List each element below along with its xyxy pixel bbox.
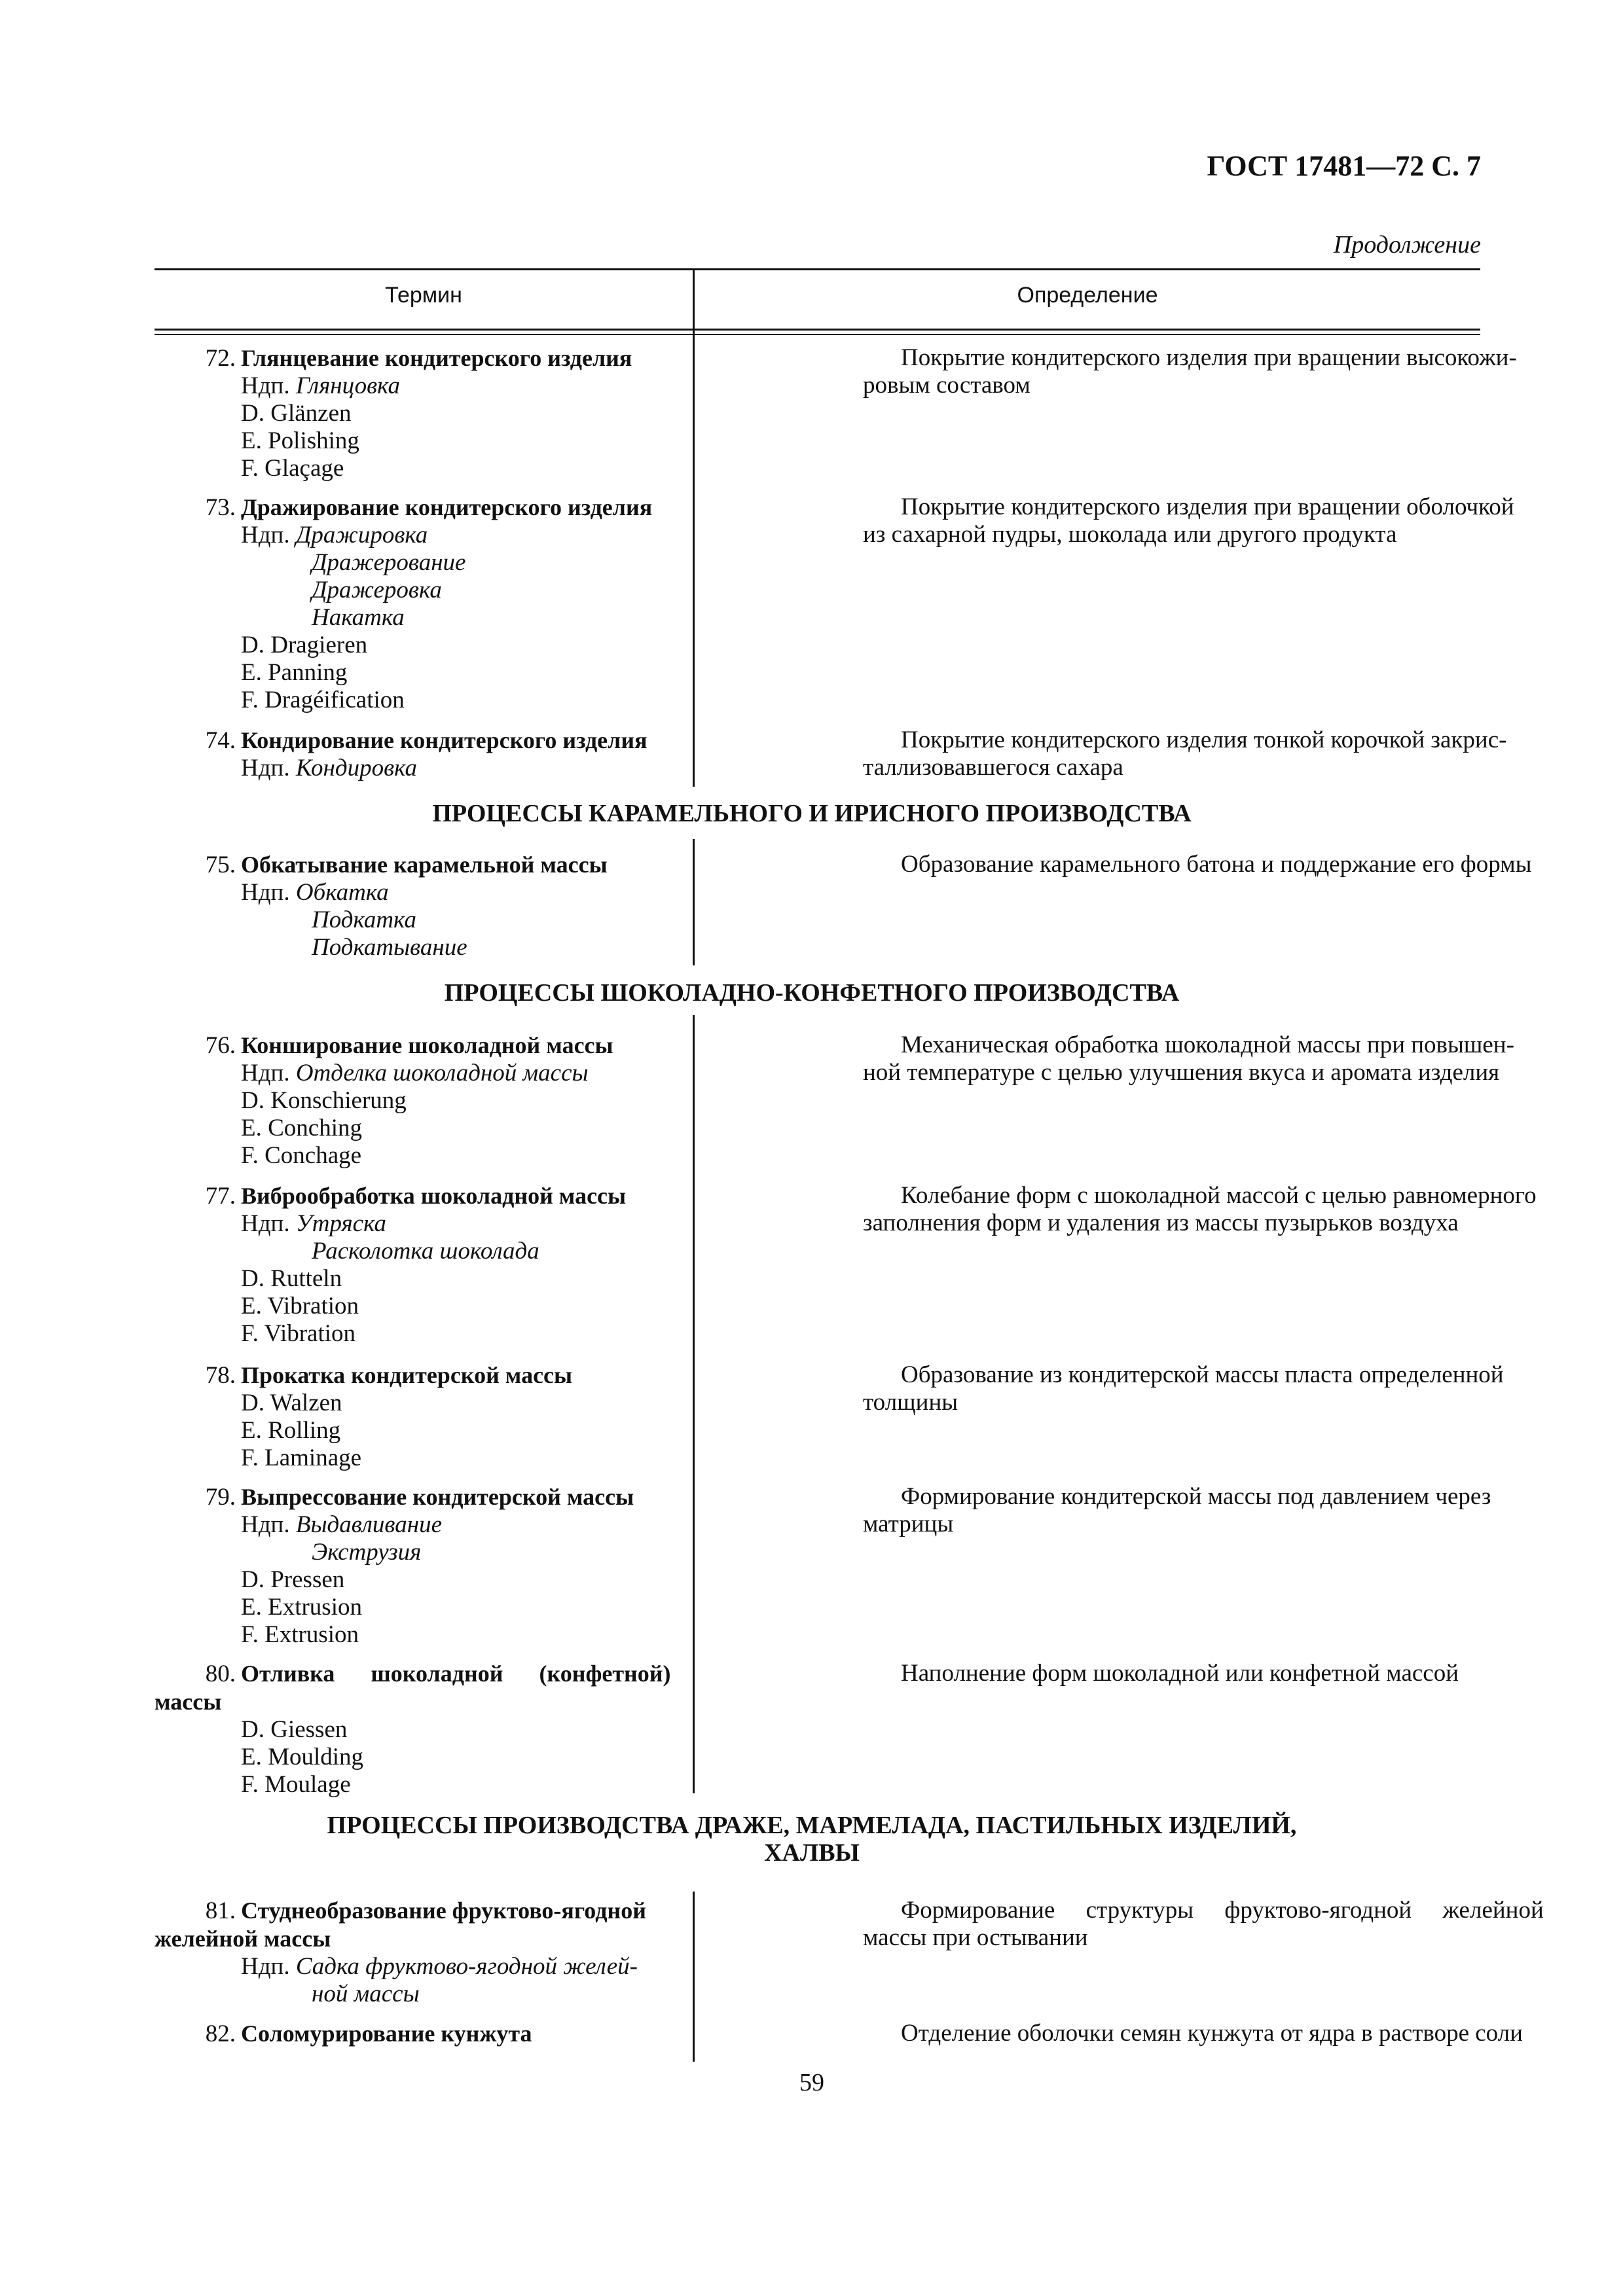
definition-text: массы при остывании: [863, 1924, 1088, 1951]
ndp-term: Отделка шоколадной массы: [295, 1060, 589, 1086]
section-heading: ПРОЦЕССЫ ШОКОЛАДНО-КОНФЕТНОГО ПРОИЗВОДСТВА: [444, 979, 1180, 1007]
foreign-equivalent: D. Rutteln: [241, 1265, 342, 1292]
term-cell: [155, 344, 809, 482]
definition-cell: [863, 1361, 1623, 1416]
term-name-continued: массы: [155, 1689, 222, 1715]
term-number: 72.: [205, 345, 236, 372]
table-head-rule-2: [155, 334, 1480, 335]
ndp-term: Расколотка шоколада: [312, 1238, 539, 1265]
term-number: 74.: [205, 727, 236, 754]
definition-cell: [863, 2020, 1623, 2047]
ndp-term: Дражировка: [295, 522, 428, 548]
definition-text: Колебание форм с шоколадной массой с целью равномерного: [901, 1182, 1537, 1209]
section-heading: ПРОЦЕССЫ КАРАМЕЛЬНОГО И ИРИСНОГО ПРОИЗВОДСТВА: [432, 800, 1192, 827]
term-cell: [155, 726, 809, 782]
term-name-continued: желейной массы: [155, 1926, 331, 1952]
ndp-label: Ндп.: [241, 1210, 290, 1237]
section-heading: ПРОЦЕССЫ ПРОИЗВОДСТВА ДРАЖЕ, МАРМЕЛАДА, ПАСТИЛЬНЫХ ИЗДЕЛИЙ,: [327, 1812, 1297, 1839]
definition-text: Наполнение форм шоколадной или конфетной массой: [901, 1660, 1459, 1687]
term-name: Выпрессование кондитерской массы: [241, 1484, 634, 1510]
definition-cell: [863, 726, 1623, 781]
definition-cell: [863, 1031, 1623, 1086]
document-code: ГОСТ 17481—72 С. 7: [1207, 150, 1481, 182]
term-cell: [155, 493, 809, 714]
term-cell: [155, 1660, 809, 1799]
ndp-term: Обкатка: [295, 879, 389, 906]
definition-text: матрицы: [863, 1511, 954, 1537]
ndp-term: Накатка: [312, 604, 405, 631]
foreign-equivalent: F. Vibration: [241, 1320, 356, 1347]
definition-cell: [863, 851, 1623, 878]
ndp-term: ной массы: [312, 1981, 420, 2007]
page-number: 59: [799, 2069, 824, 2096]
foreign-equivalent: D. Giessen: [241, 1716, 348, 1743]
definition-text: Образование карамельного батона и поддержание его формы: [901, 851, 1532, 878]
foreign-equivalent: E. Vibration: [241, 1293, 359, 1319]
ndp-label: Ндп.: [241, 755, 290, 781]
foreign-equivalent: E. Moulding: [241, 1744, 364, 1770]
table-head-rule: [155, 329, 1480, 331]
term-name: Студнеобразование фруктово-ягодной: [241, 1897, 646, 1924]
definition-text: ровым составом: [863, 372, 1030, 399]
foreign-equivalent: F. Conchage: [241, 1142, 362, 1169]
definition-text: заполнения форм и удаления из массы пузырьков воздуха: [863, 1210, 1459, 1236]
definition-text: Механическая обработка шоколадной массы при повышен-: [901, 1031, 1514, 1058]
column-header-definition: Определение: [1017, 283, 1158, 308]
foreign-equivalent: F. Laminage: [241, 1444, 362, 1471]
ndp-term: Глянцовка: [295, 372, 401, 399]
definition-cell: [863, 1897, 1623, 1952]
ndp-label: Ндп.: [241, 1953, 290, 1980]
ndp-term: Дражерование: [312, 549, 466, 576]
foreign-equivalent: F. Moulage: [241, 1771, 351, 1798]
term-name: Дражирование кондитерского изделия: [241, 494, 653, 520]
term-name: Конширование шоколадной массы: [241, 1032, 613, 1058]
definition-text: таллизовавшегося сахара: [863, 754, 1123, 781]
definition-cell: [863, 1660, 1623, 1687]
definition-text: Образование из кондитерской массы пласта определенной: [901, 1361, 1504, 1388]
ndp-term: Кондировка: [295, 755, 418, 781]
definition-text: Покрытие кондитерского изделия при вращении высокожи-: [901, 344, 1517, 371]
term-number: 79.: [205, 1484, 236, 1511]
foreign-equivalent: D. Glänzen: [241, 400, 352, 427]
ndp-term: Подкатывание: [312, 934, 467, 961]
foreign-equivalent: D. Dragieren: [241, 632, 368, 658]
ndp-label: Ндп.: [241, 522, 290, 548]
definition-cell: [863, 1483, 1623, 1538]
foreign-equivalent: F. Dragéification: [241, 687, 405, 713]
ndp-term: Экструзия: [312, 1539, 422, 1566]
ndp-term: Утряска: [295, 1210, 386, 1237]
term-number: 82.: [205, 2020, 236, 2047]
foreign-equivalent: E. Rolling: [241, 1417, 341, 1444]
foreign-equivalent: F. Extrusion: [241, 1621, 359, 1648]
foreign-equivalent: D. Konschierung: [241, 1087, 407, 1114]
definition-text: Покрытие кондитерского изделия тонкой корочкой закрис-: [901, 726, 1507, 753]
ndp-term: Садка фруктово-ягодной желей-: [295, 1953, 638, 1980]
term-name: Соломурирование кунжута: [241, 2020, 532, 2047]
foreign-equivalent: D. Walzen: [241, 1390, 342, 1416]
ndp-label: Ндп.: [241, 879, 290, 906]
foreign-equivalent: E. Extrusion: [241, 1594, 362, 1621]
term-number: 78.: [205, 1362, 236, 1389]
term-number: 76.: [205, 1032, 236, 1059]
definition-text: из сахарной пудры, шоколада или другого продукта: [863, 521, 1397, 548]
ndp-term: Выдавливание: [295, 1511, 443, 1538]
definition-text: толщины: [863, 1389, 958, 1416]
foreign-equivalent: E. Conching: [241, 1115, 362, 1141]
definition-text: ной температуре с целью улучшения вкуса и аромата изделия: [863, 1059, 1500, 1086]
section-heading-continued: ХАЛВЫ: [764, 1839, 860, 1867]
term-number: 80.: [205, 1660, 236, 1687]
term-cell: [155, 2020, 809, 2048]
term-cell: [155, 1483, 809, 1649]
term-name: Кондирование кондитерского изделия: [241, 727, 647, 753]
definition-cell: [863, 1182, 1623, 1237]
term-name: Отливка шоколадной (конфетной): [241, 1660, 671, 1687]
column-header-term: Термин: [385, 283, 462, 308]
foreign-equivalent: E. Panning: [241, 659, 348, 686]
continuation-label: Продолжение: [1333, 231, 1481, 259]
definition-cell: [863, 344, 1623, 399]
ndp-label: Ндп.: [241, 372, 290, 399]
definition-text: Отделение оболочки семян кунжута от ядра в растворе соли: [901, 2020, 1523, 2047]
foreign-equivalent: E. Polishing: [241, 427, 359, 454]
table-top-rule: [155, 268, 1480, 270]
foreign-equivalent: D. Pressen: [241, 1566, 345, 1593]
ndp-label: Ндп.: [241, 1060, 290, 1086]
term-number: 73.: [205, 494, 236, 521]
term-name: Виброобработка шоколадной массы: [241, 1183, 627, 1209]
term-number: 81.: [205, 1897, 236, 1924]
foreign-equivalent: F. Glaçage: [241, 455, 344, 482]
term-name: Глянцевание кондитерского изделия: [241, 345, 632, 371]
ndp-term: Подкатка: [312, 906, 416, 933]
definition-cell: [863, 493, 1623, 548]
ndp-term: Дражеровка: [312, 577, 442, 603]
term-cell: [155, 1897, 809, 2008]
definition-text: Формирование кондитерской массы под давлением через: [901, 1483, 1491, 1510]
term-number: 75.: [205, 852, 236, 878]
term-cell: [155, 1182, 809, 1348]
term-name: Обкатывание карамельной массы: [241, 852, 608, 878]
term-cell: [155, 1361, 809, 1472]
term-number: 77.: [205, 1183, 236, 1210]
term-cell: [155, 851, 809, 961]
ndp-label: Ндп.: [241, 1511, 290, 1538]
definition-text: Формирование структуры фруктово-ягодной желейной: [901, 1897, 1544, 1924]
term-name: Прокатка кондитерской массы: [241, 1362, 573, 1388]
definition-text: Покрытие кондитерского изделия при вращении оболочкой: [901, 493, 1514, 520]
term-cell: [155, 1031, 809, 1170]
